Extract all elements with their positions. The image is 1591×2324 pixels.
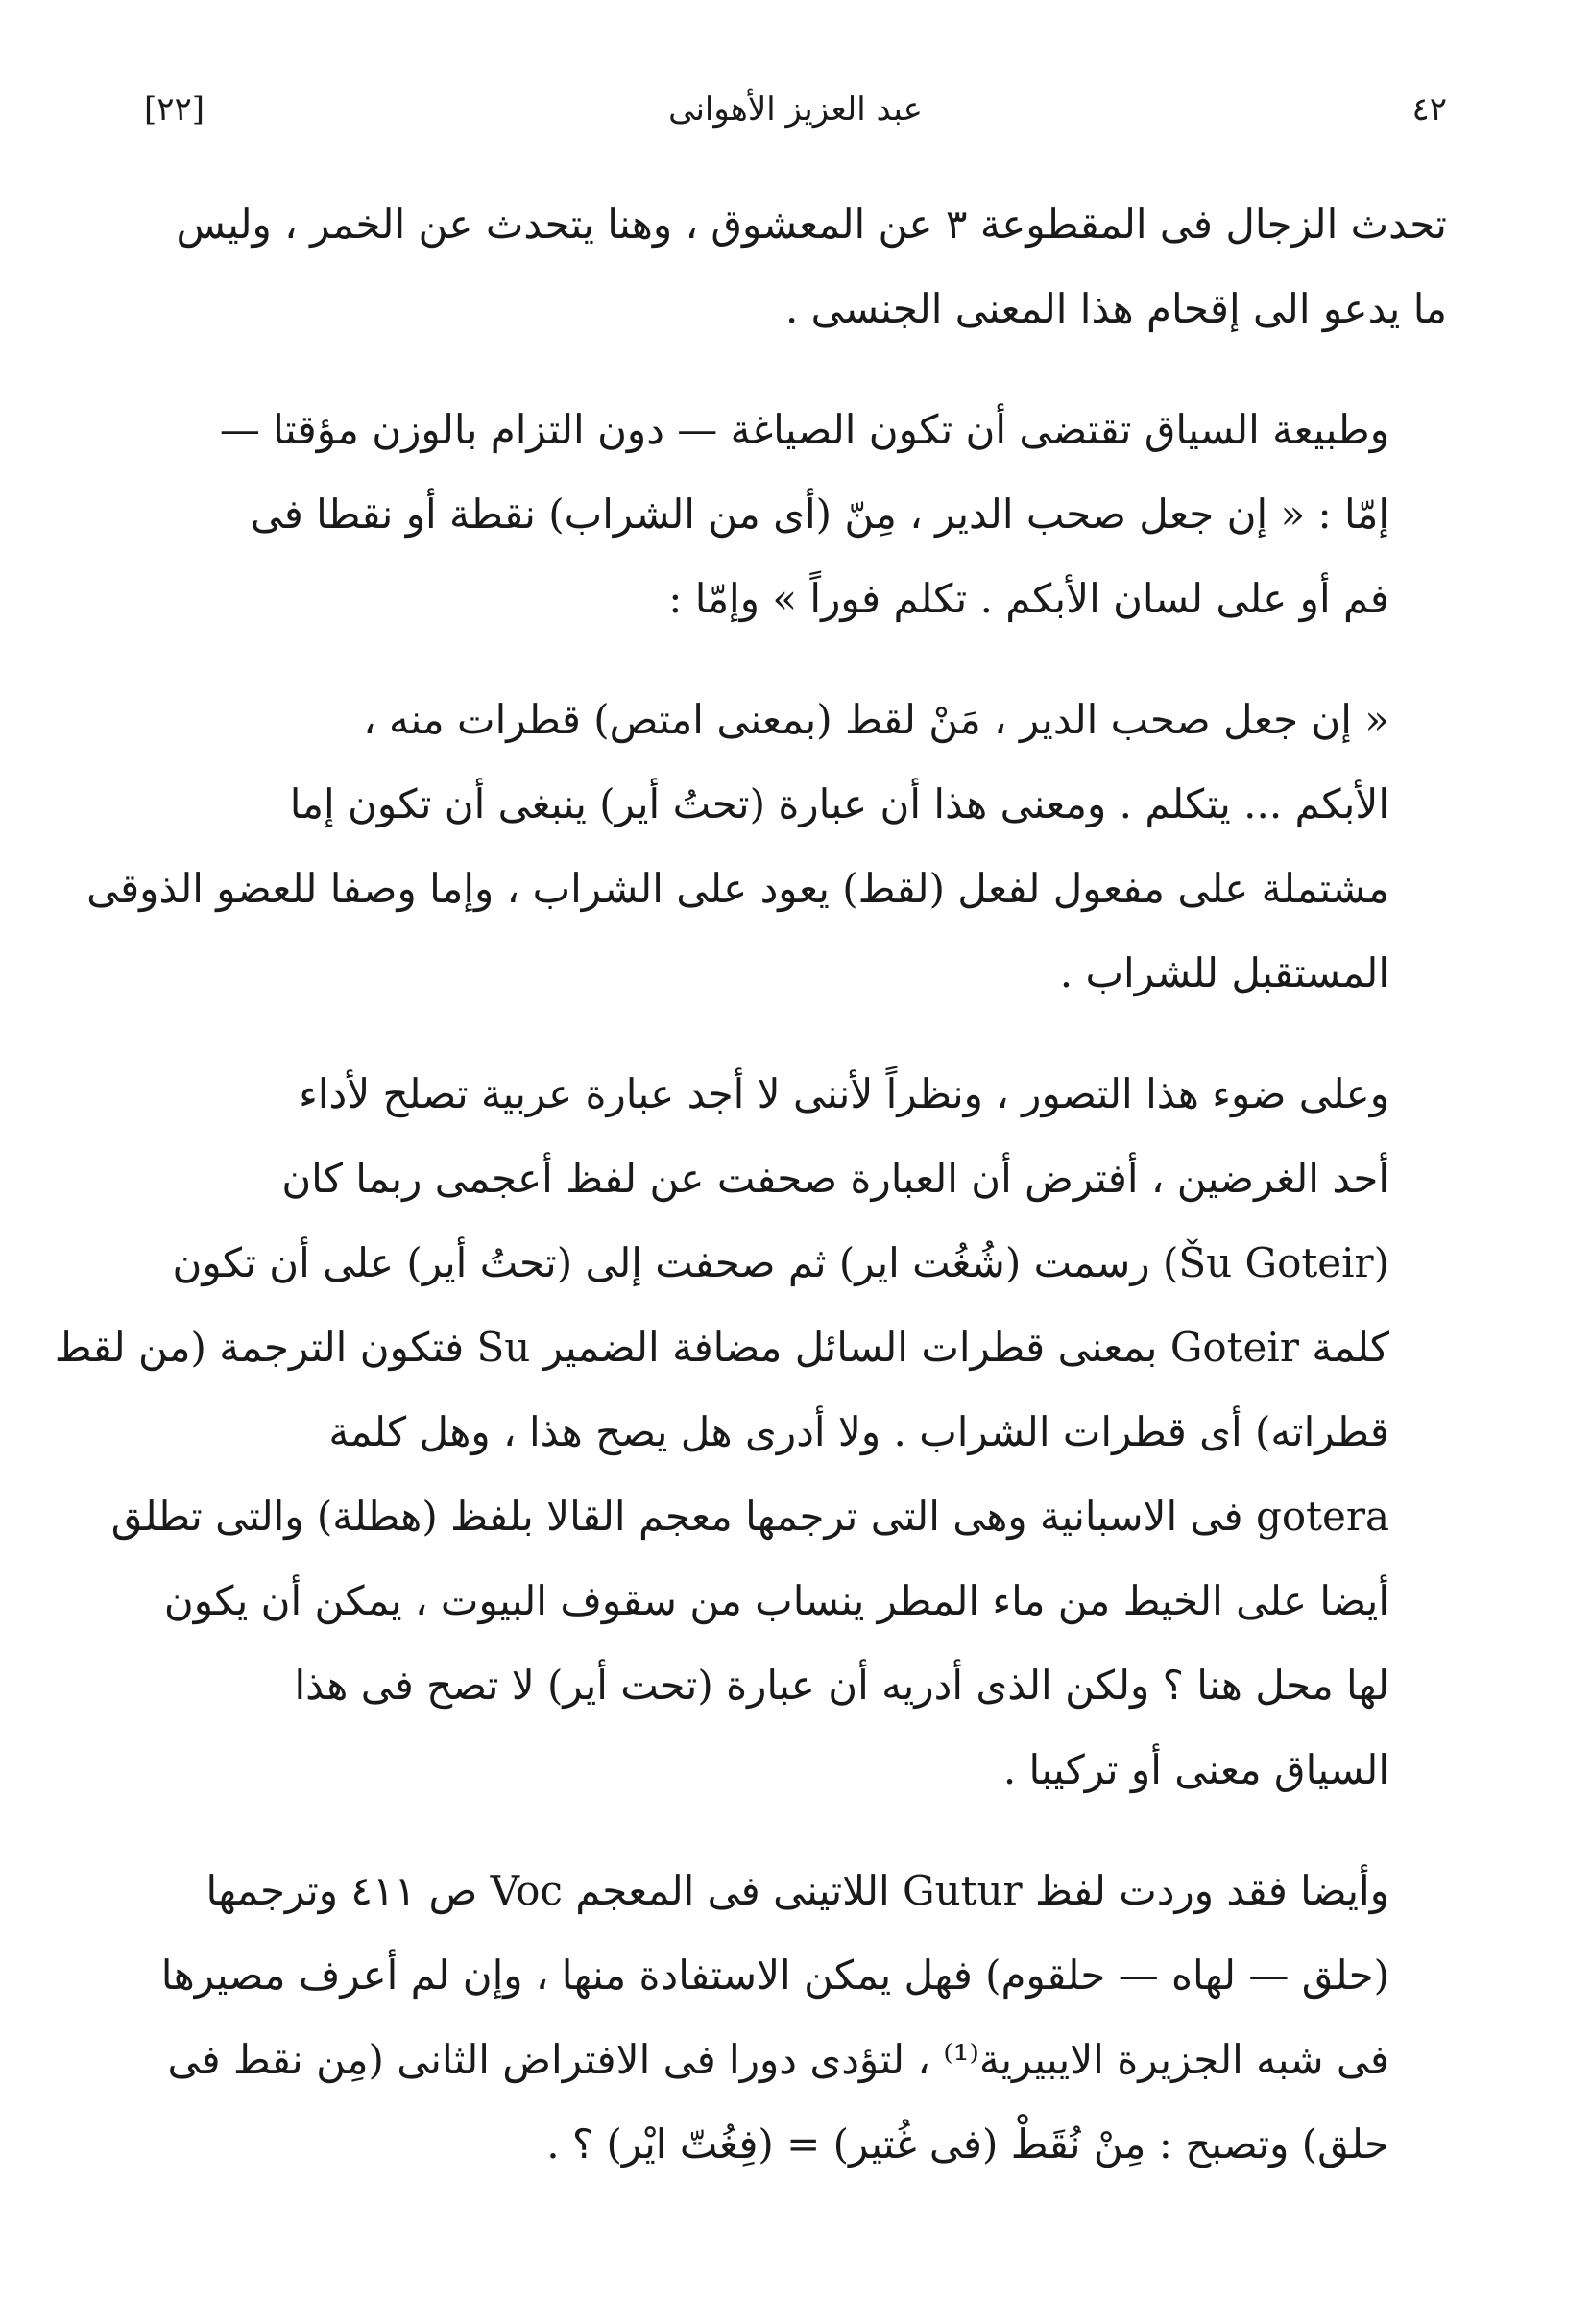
text-line: « إن جعل صحب الدير ، مَنْ لقط (بمعنى امتص) قطرات منه ، bbox=[363, 696, 1389, 743]
text-line: السياق معنى أو تركيبا . bbox=[1002, 1746, 1389, 1793]
text-line: وعلى ضوء هذا التصور ، ونظراً لأننى لا أجد عبارة عربية تصلح لأداء bbox=[299, 1070, 1389, 1117]
running-head-author: عبد العزيز الأهوانى bbox=[668, 90, 923, 129]
text-line: فم أو على لسان الأبكم . تكلم فوراً » وإمّا : bbox=[668, 575, 1389, 622]
text-line: gotera فى الاسبانية وهى التى ترجمها معجم القالا بلفظ (هطلة) والتى تطلق bbox=[110, 1493, 1389, 1540]
text-line: (Šu Goteir) رسمت (شُغُت اير) ثم صحفت إلى (تحتُ أير) على أن تكون bbox=[172, 1239, 1389, 1286]
text-line: كلمة Goteir بمعنى قطرات السائل مضافة الضمير Su فتكون الترجمة (من لقط bbox=[54, 1324, 1389, 1371]
text-line: إمّا : « إن جعل صحب الدير ، مِنّ (أى من الشراب) نقطة أو نقطا فى bbox=[250, 491, 1389, 538]
section-marker: [٢٢] bbox=[144, 90, 205, 129]
paragraph-4 bbox=[54, 1052, 1447, 1812]
text-line: المستقبل للشراب . bbox=[1059, 949, 1389, 996]
text-line: وأيضا فقد وردت لفظ Gutur اللاتينى فى المعجم Voc ص ٤١١ وترجمها bbox=[205, 1867, 1389, 1914]
text-line: (حلق — لهاه — حلقوم) فهل يمكن الاستفادة منها ، وإن لم أعرف مصيرها bbox=[160, 1952, 1389, 1999]
text-line: حلق) وتصبح : مِنْ نُقَطْ (فى غُتير) = (فِغُتّ ايْر) ؟ . bbox=[546, 2120, 1389, 2168]
text-line: أيضا على الخيط من ماء المطر ينساب من سقوف البيوت ، يمكن أن يكون bbox=[163, 1577, 1389, 1624]
body-text bbox=[54, 182, 1447, 2187]
paragraph-1 bbox=[144, 182, 1447, 351]
text-line: الأبكم ... يتكلم . ومعنى هذا أن عبارة (تحتُ أير) ينبغى أن تكون إما bbox=[289, 780, 1389, 827]
paragraph-3 bbox=[86, 678, 1447, 1016]
text-line: فى شبه الجزيرة الايبيرية⁽¹⁾ ، لتؤدى دورا فى الافتراض الثانى (مِن نقط فى bbox=[167, 2036, 1389, 2083]
page-number: ٤٢ bbox=[1411, 90, 1447, 129]
text-line: مشتملة على مفعول لفعل (لقط) يعود على الشراب ، وإما وصفا للعضو الذوقى bbox=[86, 865, 1389, 912]
text-line: وطبيعة السياق تقتضى أن تكون الصياغة — دون التزام بالوزن مؤقتا — bbox=[219, 406, 1389, 453]
paragraph-5 bbox=[144, 1849, 1447, 2187]
text-line: ما يدعو الى إقحام هذا المعنى الجنسى . bbox=[784, 285, 1447, 332]
paragraph-2 bbox=[144, 388, 1447, 641]
running-header bbox=[144, 86, 1447, 144]
text-line: لها محل هنا ؟ ولكن الذى أدريه أن عبارة (تحت أير) لا تصح فى هذا bbox=[294, 1662, 1389, 1709]
text-line: تحدث الزجال فى المقطوعة ٣ عن المعشوق ، وهنا يتحدث عن الخمر ، وليس bbox=[176, 201, 1447, 248]
text-line: أحد الغرضين ، أفترض أن العبارة صحفت عن لفظ أعجمى ربما كان bbox=[281, 1155, 1389, 1202]
text-line: قطراته) أى قطرات الشراب . ولا أدرى هل يصح هذا ، وهل كلمة bbox=[328, 1408, 1389, 1455]
